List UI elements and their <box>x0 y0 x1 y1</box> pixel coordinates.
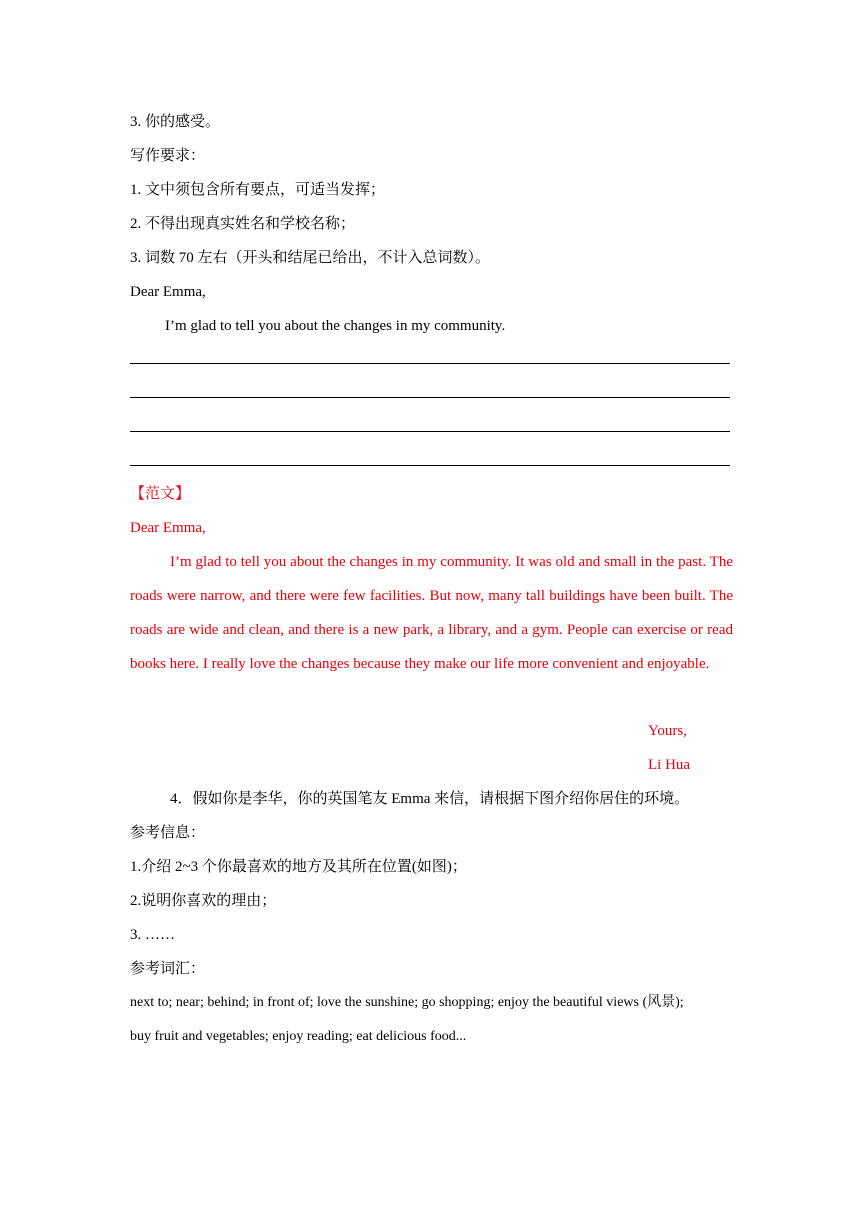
sample-closing: Yours, <box>648 723 687 739</box>
info-item-1: 1.介绍 2~3 个你最喜欢的地方及其所在位置(如图)； <box>130 859 467 875</box>
answer-line-2 <box>130 397 730 398</box>
top-point-3: 3. 你的感受。 <box>130 114 221 130</box>
answer-line-3 <box>130 431 730 432</box>
answer-line-4 <box>130 465 730 466</box>
requirement-1: 1. 文中须包含所有要点，可适当发挥； <box>130 182 386 198</box>
vocab-line-1: next to; near; behind; in front of; love the sunshine; go shopping; enjoy the beautiful views (风景); <box>130 995 684 1010</box>
info-item-2: 2.说明你喜欢的理由； <box>130 893 277 909</box>
task-4-prompt: 4．假如你是李华，你的英国笔友 Emma 来信，请根据下图介绍你居住的环境。 <box>170 791 690 807</box>
answer-line-1 <box>130 363 730 364</box>
sample-body <box>130 545 733 681</box>
vocab-title: 参考词汇： <box>130 961 206 977</box>
requirement-2: 2. 不得出现真实姓名和学校名称； <box>130 216 356 232</box>
vocab-line-2: buy fruit and vegetables; enjoy reading; eat delicious food... <box>130 1029 467 1044</box>
letter-salutation: Dear Emma, <box>130 284 206 300</box>
sample-signature: Li Hua <box>648 757 691 773</box>
sample-salutation: Dear Emma, <box>130 520 206 536</box>
sample-tag: 【范文】 <box>130 486 191 502</box>
info-title: 参考信息： <box>130 825 206 841</box>
sample-body-text: I’m glad to tell you about the changes in my community. It was old and small in the past. The roads were narrow, and there were few facilities. But now, many tall buildings have been built. The roads are wide and clean, and there is a new park, a library, and a gym. People can exercise or read books here. I really love the changes because they make our life more convenient and enjoyable. <box>130 554 733 672</box>
requirements-title: 写作要求： <box>130 148 206 164</box>
letter-opening: I’m glad to tell you about the changes in my community. <box>165 318 506 334</box>
requirement-3: 3. 词数 70 左右（开头和结尾已给出，不计入总词数）。 <box>130 250 491 266</box>
info-item-3: 3. …… <box>130 927 175 943</box>
